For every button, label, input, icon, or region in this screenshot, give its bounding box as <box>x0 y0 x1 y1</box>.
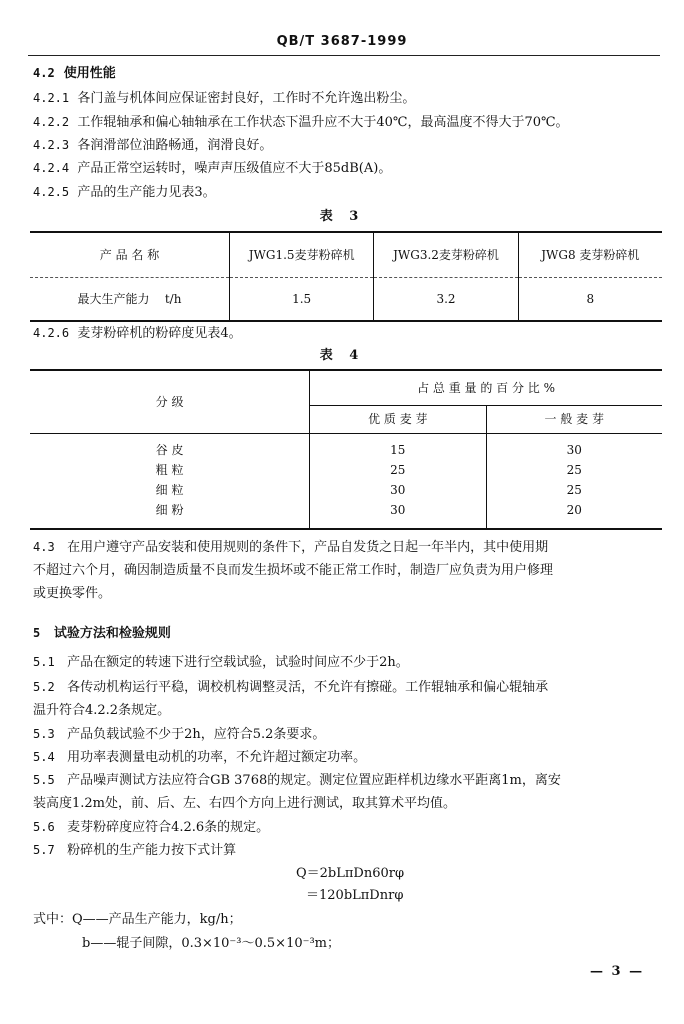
table-row <box>30 232 662 278</box>
standard-number: QB/T 3687-1999 <box>276 34 408 49</box>
table-row <box>30 500 662 529</box>
table-4-caption: 表 4 <box>319 348 365 363</box>
table-cell: 30 <box>310 500 486 529</box>
where-b: b——辊子间隙，0.3×10⁻³～0.5×10⁻³m； <box>82 936 341 951</box>
table-cell: 细 粒 <box>155 482 184 497</box>
table-4 <box>30 369 662 530</box>
section-5-heading: 5 试验方法和检验规则 <box>33 626 171 641</box>
clause-4-2-3: 4.2.3 各润滑部位油路畅通，润滑良好。 <box>33 138 273 153</box>
clause-5-7: 5.7 粉碎机的生产能力按下式计算 <box>33 843 237 858</box>
table-cell: 30 <box>486 434 662 461</box>
table-row <box>30 480 662 500</box>
table-4-percent-header: 占 总 重 量 的 百 分 比 % <box>310 370 662 406</box>
table-cell: 15 <box>310 434 486 461</box>
table-3-row-label: 最大生产能力 t/h <box>30 278 229 322</box>
table-cell: 3.2 <box>374 278 518 322</box>
clause-5-2: 5.2 各传动机构运行平稳，调校机构调整灵活，不允许有擦碰。工作辊轴承和偏心辊轴承 <box>33 680 549 695</box>
table-3-column: JWG1.5麦芽粉碎机 <box>229 232 373 278</box>
table-cell: 25 <box>486 460 662 480</box>
clause-5-6: 5.6 麦芽粉碎度应符合4.2.6条的规定。 <box>33 820 270 835</box>
table-4-grade-header: 分 级 <box>30 370 310 434</box>
clause-4-2-4: 4.2.4 产品正常空运转时，噪声声压级值应不大于85dB(A)。 <box>33 161 392 176</box>
where-q: 式中：Q——产品生产能力，kg/h； <box>33 912 242 927</box>
table-3 <box>30 231 662 322</box>
table-3-column: JWG3.2麦芽粉碎机 <box>374 232 518 278</box>
table-cell: 8 <box>518 278 662 322</box>
clause-4-2-5: 4.2.5 产品的生产能力见表3。 <box>33 185 216 200</box>
clause-5-5: 5.5 产品噪声测试方法应符合GB 3768的规定。测定位置应距样机边缘水平距离1m，离安 <box>33 773 561 788</box>
table-3-header-label: 产 品 名 称 <box>30 232 229 278</box>
table-cell: 20 <box>486 500 662 529</box>
section-4-2-heading: 4.2 使用性能 <box>33 66 116 81</box>
clause-4-3-line-3: 或更换零件。 <box>33 586 112 601</box>
header-rule <box>28 55 660 56</box>
table-row <box>30 370 662 406</box>
table-cell: 1.5 <box>229 278 373 322</box>
page-number: — 3 — <box>590 964 645 979</box>
table-cell: 30 <box>310 480 486 500</box>
table-cell: 25 <box>486 480 662 500</box>
table-cell: 粗 粒 <box>155 462 184 477</box>
clause-5-2-cont: 温升符合4.2.2条规定。 <box>33 703 171 718</box>
clause-5-5-cont: 装高度1.2m处，前、后、左、右四个方向上进行测试，取其算术平均值。 <box>33 796 457 811</box>
clause-5-1: 5.1 产品在额定的转速下进行空载试验，试验时间应不少于2h。 <box>33 655 409 670</box>
table-cell: 谷 皮 <box>155 442 184 457</box>
table-4-col-b: 一 般 麦 芽 <box>486 406 662 434</box>
clause-5-3: 5.3 产品负载试验不少于2h，应符合5.2条要求。 <box>33 727 326 742</box>
clause-4-2-6: 4.2.6 麦芽粉碎机的粉碎度见表4。 <box>33 326 242 341</box>
clause-4-3-line-2: 不超过六个月，确因制造质量不良而发生损坏或不能正常工作时，制造厂应负责为用户修理 <box>33 563 554 578</box>
table-cell: 25 <box>310 460 486 480</box>
clause-4-3-line-1: 4.3 在用户遵守产品安装和使用规则的条件下，产品自发货之日起一年半内，其中使用期 <box>33 540 549 555</box>
table-row <box>30 460 662 480</box>
table-4-col-a: 优 质 麦 芽 <box>310 406 486 434</box>
table-row <box>30 434 662 461</box>
table-cell: 细 粉 <box>30 500 310 529</box>
formula-line-1: Q＝2bLπDn60rφ <box>296 866 405 881</box>
table-row <box>30 278 662 322</box>
table-3-caption: 表 3 <box>319 209 365 224</box>
clause-4-2-2: 4.2.2 工作辊轴承和偏心轴轴承在工作状态下温升应不大于40℃，最高温度不得大于70℃。 <box>33 115 569 130</box>
table-3-column: JWG8 麦芽粉碎机 <box>518 232 662 278</box>
clause-5-4: 5.4 用功率表测量电动机的功率，不允许超过额定功率。 <box>33 750 367 765</box>
formula-line-2: ＝120bLπDnrφ <box>306 888 404 903</box>
clause-4-2-1: 4.2.1 各门盖与机体间应保证密封良好，工作时不允许逸出粉尘。 <box>33 91 416 106</box>
